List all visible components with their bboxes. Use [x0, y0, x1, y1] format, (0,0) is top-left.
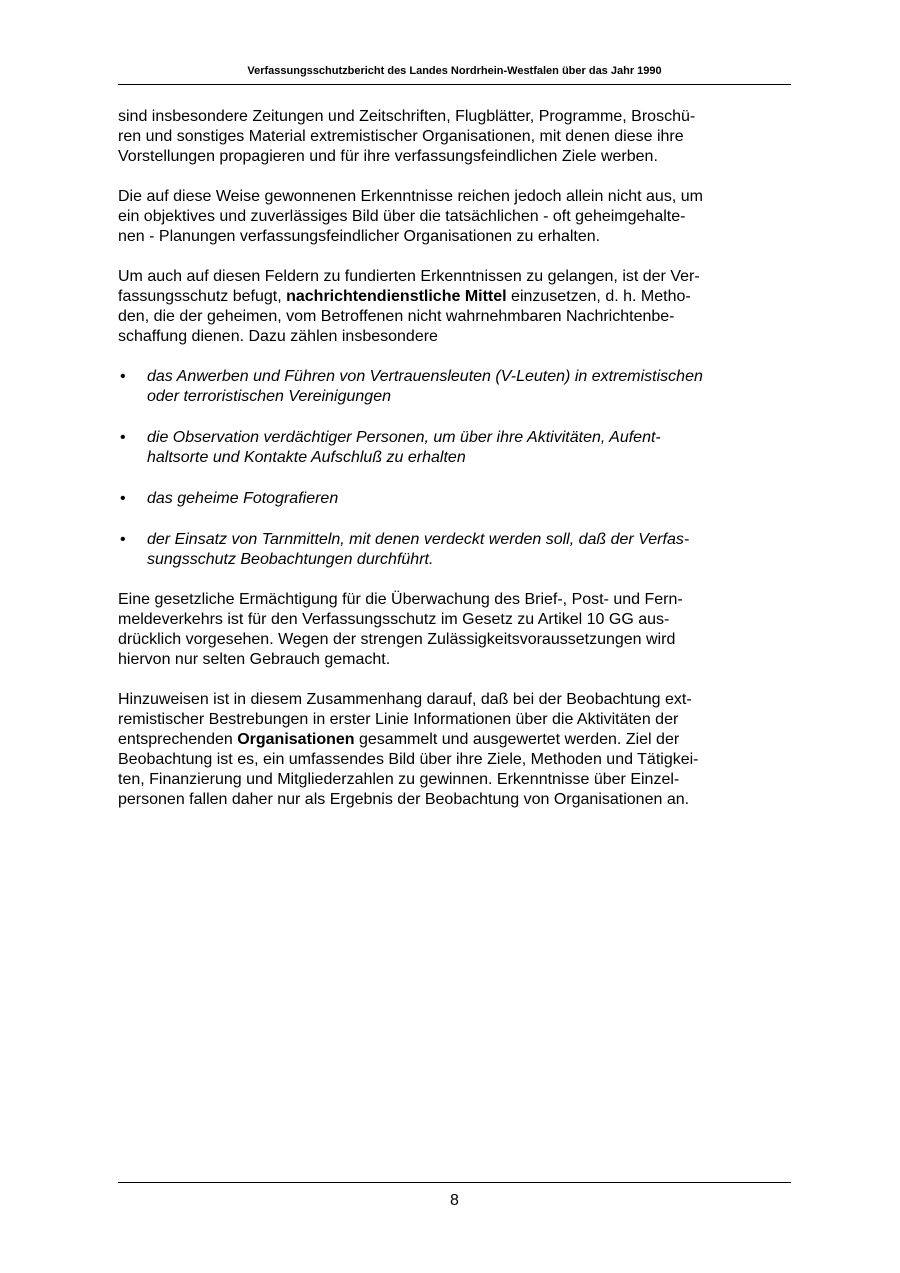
paragraph-organisations — [118, 690, 798, 810]
page-header-title: Verfassungsschutzbericht des Landes Nordrhein-Westfalen über das Jahr 1990 — [247, 65, 662, 77]
text-line: Vorstellungen propagieren und für ihre verfassungsfeindlichen Ziele werben. — [118, 148, 658, 165]
text-line: den, die der geheimen, vom Betroffenen nicht wahrnehmbaren Nachrichtenbe- — [118, 308, 675, 325]
text-segment: gesammelt und ausgewertet werden. Ziel der — [354, 731, 680, 748]
text-line: personen fallen daher nur als Ergebnis der Beobachtung von Organisationen an. — [118, 791, 690, 808]
bullet-marker: • — [120, 429, 126, 446]
text-line: das Anwerben und Führen von Vertrauensleuten (V-Leuten) in extremistischen — [147, 368, 703, 385]
text-line: sungsschutz Beobachtungen durchführt. — [147, 551, 434, 568]
paragraph-insufficient-insights — [118, 187, 798, 247]
text-segment: entsprechenden — [118, 731, 238, 748]
text-line: remistischer Bestrebungen in erster Linie Informationen über die Aktivitäten der — [118, 711, 679, 728]
bullet-list-methods — [118, 367, 798, 570]
list-item — [118, 530, 798, 570]
paragraph-sources — [118, 107, 798, 167]
list-item — [118, 489, 798, 509]
list-item — [118, 367, 798, 407]
text-line: nen - Planungen verfassungsfeindlicher Organisationen zu erhalten. — [118, 228, 601, 245]
text-line: schaffung dienen. Dazu zählen insbesondere — [118, 328, 438, 345]
text-line: der Einsatz von Tarnmitteln, mit denen verdeckt werden soll, daß der Verfas- — [147, 531, 690, 548]
text-line: hiervon nur selten Gebrauch gemacht. — [118, 651, 391, 668]
text-line: sind insbesondere Zeitungen und Zeitschriften, Flugblätter, Programme, Broschü- — [118, 108, 696, 125]
paragraph-intelligence-means — [118, 267, 798, 347]
bullet-marker: • — [120, 368, 126, 385]
document-body — [118, 107, 798, 830]
text-segment: fassungsschutz befugt, — [118, 288, 287, 305]
text-line: Um auch auf diesen Feldern zu fundierten Erkenntnissen zu gelangen, ist der Ver- — [118, 268, 700, 285]
bullet-marker: • — [120, 531, 126, 548]
paragraph-postal-surveillance — [118, 590, 798, 670]
text-line: die Observation verdächtiger Personen, um über ihre Aktivitäten, Aufent- — [147, 429, 661, 446]
text-line: Eine gesetzliche Ermächtigung für die Überwachung des Brief-, Post- und Fern- — [118, 591, 683, 608]
list-item — [118, 428, 798, 468]
text-line: drücklich vorgesehen. Wegen der strengen Zulässigkeitsvoraussetzungen wird — [118, 631, 676, 648]
text-line: Beobachtung ist es, ein umfassendes Bild über ihre Ziele, Methoden und Tätigkei- — [118, 751, 699, 768]
text-line: Die auf diese Weise gewonnenen Erkenntnisse reichen jedoch allein nicht aus, um — [118, 188, 703, 205]
text-line — [118, 730, 798, 750]
text-line: meldeverkehrs ist für den Verfassungsschutz im Gesetz zu Artikel 10 GG aus- — [118, 611, 670, 628]
page-number: 8 — [450, 1192, 459, 1209]
footer-divider — [118, 1182, 791, 1183]
text-line — [118, 287, 798, 307]
text-line: haltsorte und Kontakte Aufschluß zu erhalten — [147, 449, 466, 466]
text-line: das geheime Fotografieren — [147, 490, 339, 507]
bold-term-intelligence-means: nachrichtendienstliche Mittel — [286, 288, 507, 305]
header-divider — [118, 84, 791, 85]
text-line: oder terroristischen Vereinigungen — [147, 388, 391, 405]
text-segment: einzusetzen, d. h. Metho- — [506, 288, 691, 305]
text-line: ein objektives und zuverlässiges Bild über die tatsächlichen - oft geheimgehalte- — [118, 208, 686, 225]
text-line: ten, Finanzierung und Mitgliederzahlen zu gewinnen. Erkenntnisse über Einzel- — [118, 771, 680, 788]
bold-term-organisations: Organisationen — [237, 731, 355, 748]
text-line: ren und sonstiges Material extremistischer Organisationen, mit denen diese ihre — [118, 128, 684, 145]
bullet-marker: • — [120, 490, 126, 507]
text-line: Hinzuweisen ist in diesem Zusammenhang darauf, daß bei der Beobachtung ext- — [118, 691, 692, 708]
